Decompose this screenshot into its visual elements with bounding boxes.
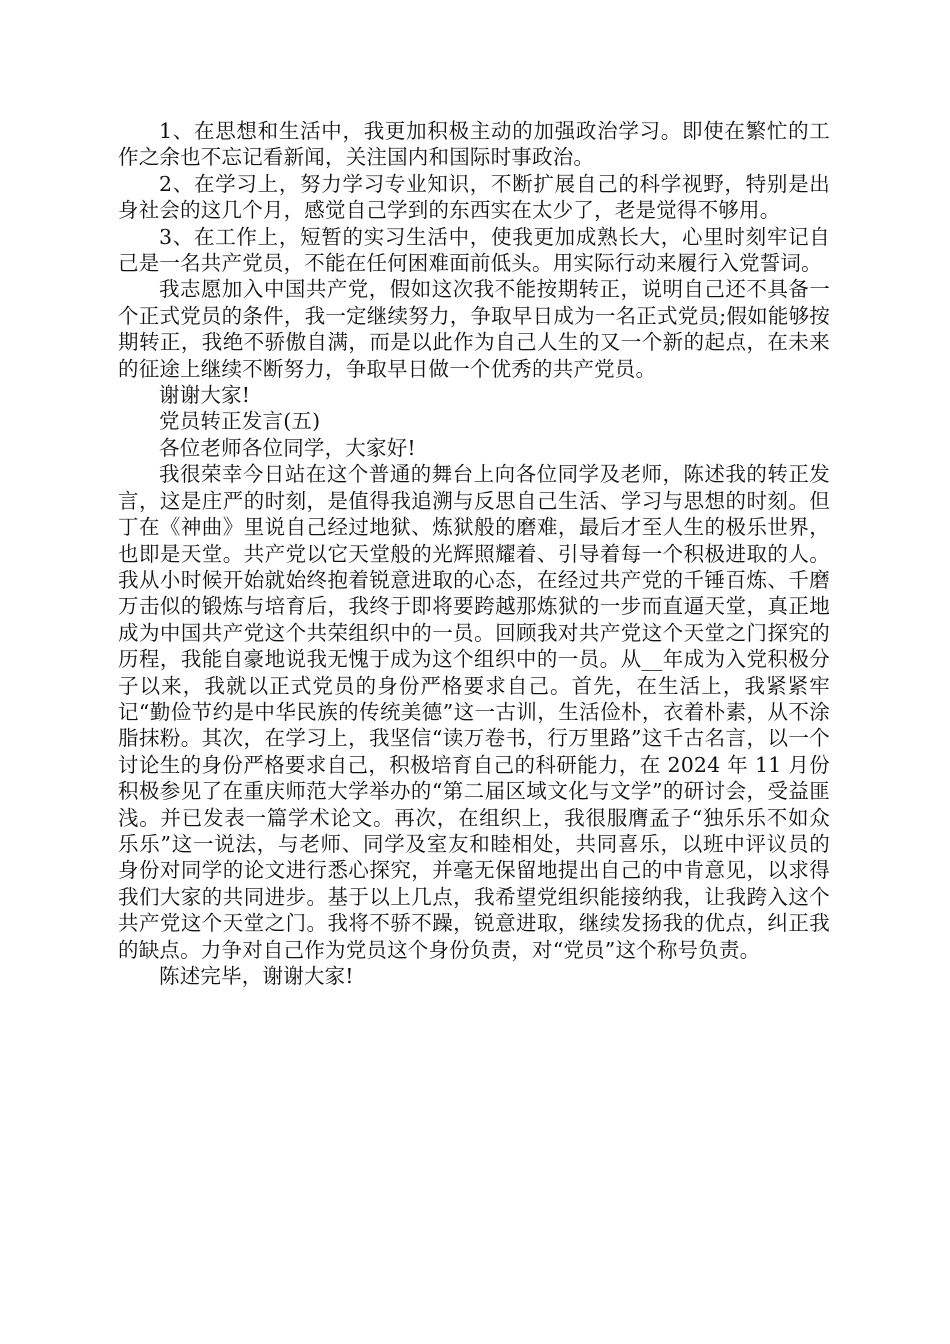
- paragraph-greeting: 各位老师各位同学，大家好!: [159, 435, 416, 460]
- paragraph-point-1: 1、在思想和生活中，我更加积极主动的加强政治学习。即使在繁忙的工作之余也不忘记看新闻，关注国内和国际时事政治。: [118, 119, 830, 170]
- paragraph-speech-body: 我很荣幸今日站在这个普通的舞台上向各位同学及老师，陈述我的转正发言，这是庄严的时刻，是值得我追溯与反思自己生活、学习与思想的时刻。但丁在《神曲》里说自己经过地狱、炼狱般的磨难，最后才至人生的极乐世界，也即是天堂。共产党以它天堂般的光辉照耀着、引导着每一个积极进取的人。我从小时候开始就始终抱着锐意进取的心态，在经过共产党的千锤百炼、千磨万击似的锻炼与培育后，我终于即将要跨越那炼狱的一步而直逼天堂，真正地成为中国共产党这个共荣组织中的一员。回顾我对共产党这个天堂之门探究的历程，我能自豪地说我无愧于成为这个组织中的一员。从__年成为入党积极分子以来，我就以正式党员的身份严格要求自己。首先，在生活上，我紧紧牢记“勤俭节约是中华民族的传统美德”这一古训，生活俭朴，衣着朴素，从不涂脂抹粉。其次，在学习上，我坚信“读万卷书，行万里路”这千古名言，以一个讨论生的身份严格要求自己，积极培育自己的科研能力，在 2024 年 11 月份积极参见了在重庆师范大学举办的“第二届区域文化与文学”的研讨会，受益匪浅。并已发表一篇学术论文。再次，在组织上，我很服膺孟子“独乐乐不如众乐乐”这一说法，与老师、同学及室友和睦相处，共同喜乐，以班中评议员的身份对同学的论文进行悉心探究，并毫无保留地提出自己的中肯意见，以求得我们大家的共同进步。基于以上几点，我希望党组织能接纳我，让我跨入这个共产党这个天堂之门。我将不骄不躁，锐意进取，继续发扬我的优点，纠正我的缺点。力争对自己作为党员这个身份负责，对“党员”这个称号负责。: [118, 462, 830, 962]
- document-body: [118, 118, 830, 989]
- paragraph-thanks: 谢谢大家!: [159, 383, 251, 408]
- section-heading: 党员转正发言(五): [159, 409, 321, 434]
- paragraph-point-2: 2、在学习上，努力学习专业知识，不断扩展自己的科学视野，特别是出身社会的这几个月，感觉自己学到的东西实在太少了，老是觉得不够用。: [118, 171, 830, 223]
- paragraph-pledge: 我志愿加入中国共产党，假如这次我不能按期转正，说明自己还不具备一个正式党员的条件，我一定继续努力，争取早日成为一名正式党员;假如能够按期转正，我绝不骄傲自满，而是以此作为自己人生的又一个新的起点，在未来的征途上继续不断努力，争取早日做一个优秀的共产党员。: [118, 277, 830, 381]
- paragraph-point-3: 3、在工作上，短暂的实习生活中，使我更加成熟长大，心里时刻牢记自己是一名共产党员，不能在任何困难面前低头。用实际行动来履行入党誓词。: [118, 224, 830, 276]
- paragraph-closing: 陈述完毕，谢谢大家!: [159, 964, 354, 988]
